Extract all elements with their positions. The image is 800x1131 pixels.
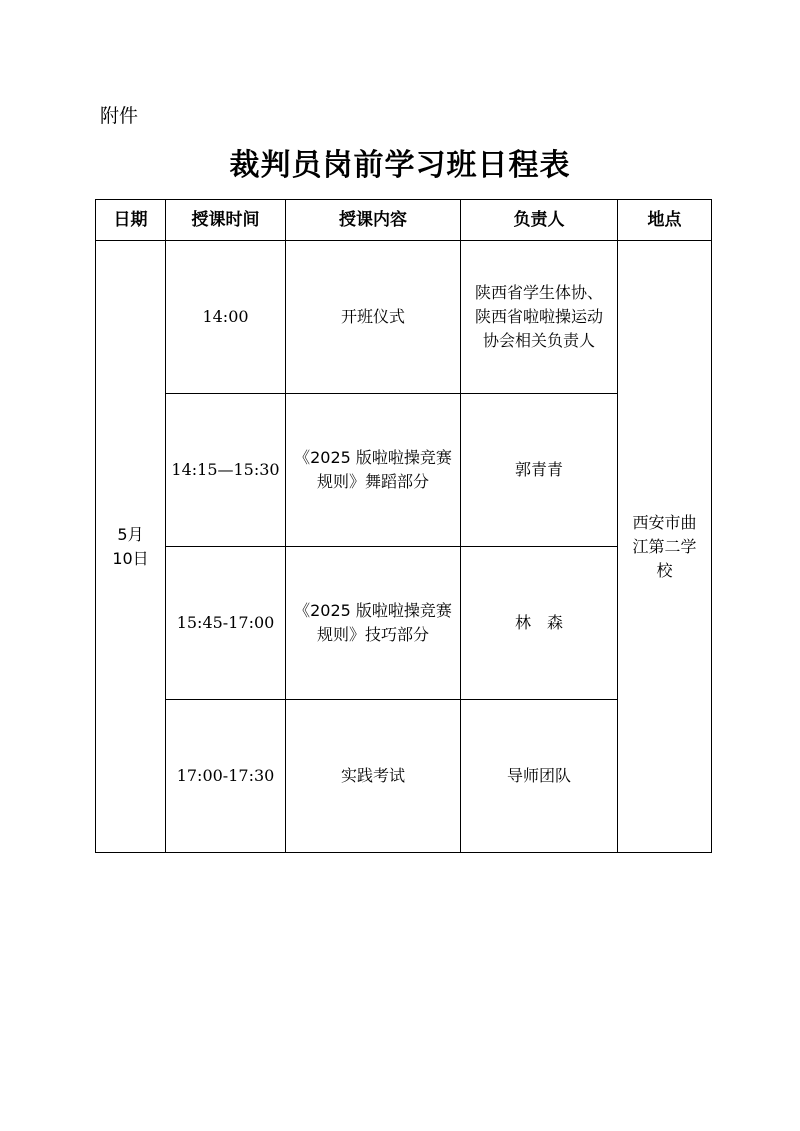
header-location: 地点 — [618, 200, 712, 241]
content-cell: 实践考试 — [286, 700, 461, 853]
date-cell: 5月 10日 — [96, 241, 166, 853]
schedule-table — [95, 199, 712, 853]
person-cell: 林 森 — [461, 547, 618, 700]
table-header-row — [96, 200, 712, 241]
header-date: 日期 — [96, 200, 166, 241]
time-cell: 14:15—15:30 — [166, 394, 286, 547]
person-cell: 导师团队 — [461, 700, 618, 853]
header-content: 授课内容 — [286, 200, 461, 241]
time-cell: 17:00-17:30 — [166, 700, 286, 853]
attachment-label: 附件 — [100, 105, 139, 127]
page-title: 裁判员岗前学习班日程表 — [229, 148, 571, 183]
location-cell: 西安市曲 江第二学 校 — [618, 241, 712, 853]
person-cell: 郭青青 — [461, 394, 618, 547]
content-cell: 开班仪式 — [286, 241, 461, 394]
time-cell: 15:45-17:00 — [166, 547, 286, 700]
header-time: 授课时间 — [166, 200, 286, 241]
content-cell: 《2025 版啦啦操竞赛 规则》舞蹈部分 — [286, 394, 461, 547]
person-cell: 陕西省学生体协、 陕西省啦啦操运动 协会相关负责人 — [461, 241, 618, 394]
table-row — [96, 241, 712, 394]
header-person: 负责人 — [461, 200, 618, 241]
content-cell: 《2025 版啦啦操竞赛 规则》技巧部分 — [286, 547, 461, 700]
time-cell: 14:00 — [166, 241, 286, 394]
